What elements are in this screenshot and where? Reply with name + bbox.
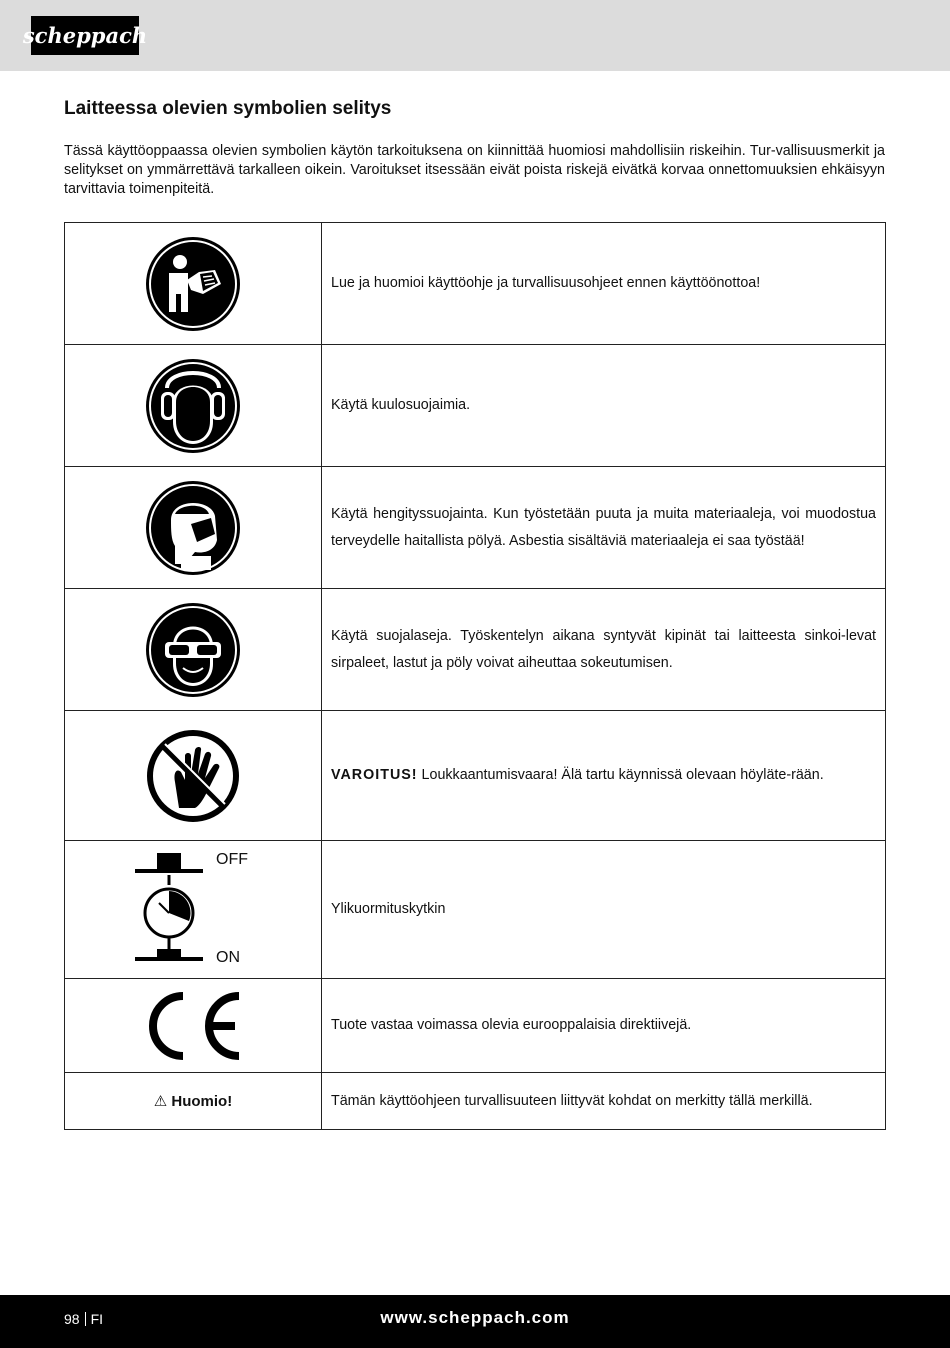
symbols-table xyxy=(64,222,886,1130)
warning-text: Loukkaantumisvaara! Älä tartu käynnissä olevaan höyläte-rään. xyxy=(417,767,824,783)
overload-switch-icon xyxy=(133,851,273,971)
symbol-description: Tuote vastaa voimassa olevia eurooppalaisia direktiivejä. xyxy=(322,979,886,1073)
ear-protection-icon xyxy=(145,358,241,454)
brand-logo: scheppach xyxy=(31,16,139,55)
table-row xyxy=(65,467,886,589)
on-label: ON xyxy=(216,949,240,966)
icon-cell xyxy=(65,223,322,345)
table-row xyxy=(65,979,886,1073)
icon-cell xyxy=(65,589,322,711)
icon-cell xyxy=(65,345,322,467)
table-row xyxy=(65,841,886,979)
table-row xyxy=(65,589,886,711)
off-label: OFF xyxy=(216,851,248,868)
symbol-description xyxy=(322,711,886,841)
symbol-description: Ylikuormituskytkin xyxy=(322,841,886,979)
warning-triangle-icon: ⚠ Huomio! xyxy=(153,1092,233,1110)
symbol-description: Käytä suojalaseja. Työskentelyn aikana syntyvät kipinät tai laitteesta sinkoi-levat sirpaleet, lastut ja pöly voivat aiheuttaa sokeutumisen. xyxy=(322,589,886,711)
page-title: Laitteessa olevien symbolien selitys xyxy=(64,98,392,119)
language-code: FI xyxy=(90,1311,104,1327)
page-number-value: 98 xyxy=(64,1311,80,1327)
symbol-description: Käytä hengityssuojainta. Kun työstetään puuta ja muita materiaaleja, voi muodostua terveydelle haitallista pölyä. Asbestia sisältäviä materiaaleja ei saa työstää! xyxy=(322,467,886,589)
icon-cell xyxy=(65,467,322,589)
icon-cell xyxy=(65,841,322,979)
ce-mark-icon xyxy=(143,990,243,1062)
table-row xyxy=(65,711,886,841)
read-manual-icon xyxy=(145,236,241,332)
symbol-description: Tämän käyttöohjeen turvallisuuteen liittyvät kohdat on merkitty tällä merkillä. xyxy=(322,1073,886,1130)
eye-protection-icon xyxy=(145,602,241,698)
website-link[interactable]: www.scheppach.com xyxy=(380,1308,570,1327)
table-row xyxy=(65,345,886,467)
table-row xyxy=(65,1073,886,1130)
page-header xyxy=(0,0,950,71)
intro-paragraph: Tässä käyttöoppaassa olevien symbolien käytön tarkoituksena on kiinnittää huomiosi mahdollisiin riskeihin. Tur-vallisuusmerkit ja selitykset on ymmärrettävä tarkalleen oikein. Varoitukset itsessään eivät poista riskejä eivätkä korvaa onnettomuuksien ehkäisyyn tarvittavia toimenpiteitä. xyxy=(64,143,885,197)
symbol-description: Lue ja huomioi käyttöohje ja turvallisuusohjeet ennen käyttöönottoa! xyxy=(322,223,886,345)
table-row xyxy=(65,223,886,345)
page-footer xyxy=(0,1295,950,1348)
icon-cell xyxy=(65,711,322,841)
warning-label: VAROITUS! xyxy=(331,767,418,783)
icon-cell xyxy=(65,1073,322,1130)
icon-cell xyxy=(65,979,322,1073)
symbol-description: Käytä kuulosuojaimia. xyxy=(322,345,886,467)
respiratory-protection-icon xyxy=(145,480,241,576)
no-hand-icon xyxy=(145,728,241,824)
